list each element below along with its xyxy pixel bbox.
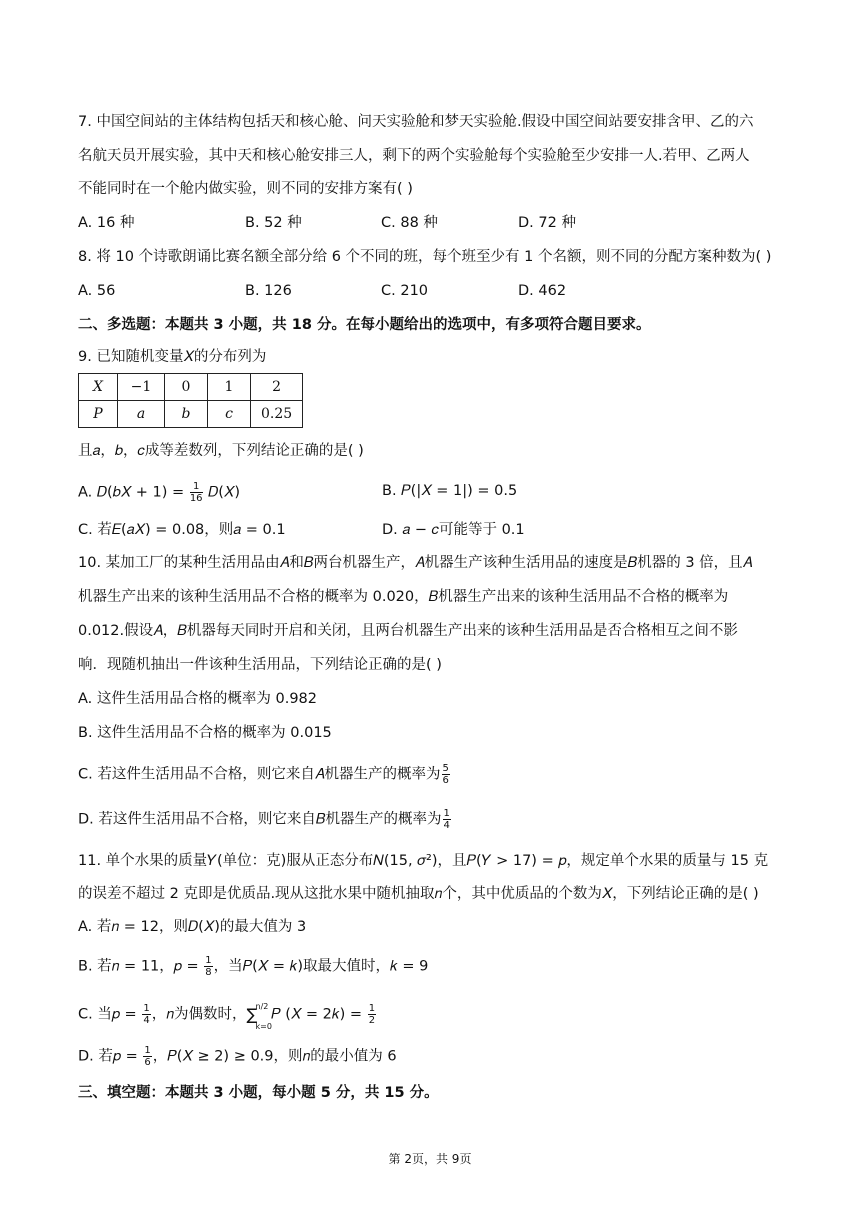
q7-line2: 名航天员开展实验，其中天和核心舱安排三人，剩下的两个实验舱每个实验舱至少安排一人.若甲、乙两人 [78, 148, 750, 164]
section-3-heading: 三、填空题：本题共 3 小题，每小题 5 分，共 15 分。 [78, 1085, 439, 1101]
fraction [142, 1003, 150, 1026]
q7-option-c: C. 88 种 [381, 215, 438, 231]
fraction [442, 763, 450, 786]
q11-option-b [78, 955, 428, 978]
fraction-denominator: 6 [442, 775, 449, 786]
table-row [79, 374, 303, 401]
q10-option-d [78, 808, 452, 831]
q11-line2: 的误差不超过 2 克即是优质品.现从这批水果中随机抽取𝑛个，其中优质品的个数为𝑋，下列结论正确的是( ) [78, 886, 759, 902]
q8-option-a: A. 56 [78, 283, 116, 299]
q10-line4: 响．现随机抽出一件该种生活用品，下列结论正确的是( ) [78, 657, 442, 673]
fraction-denominator: 6 [144, 1057, 151, 1068]
fraction-numerator: 1 [205, 955, 212, 966]
table-cell: X [79, 374, 118, 401]
q8-line1: 8. 将 10 个诗歌朗诵比赛名额全部分给 6 个不同的班，每个班至少有 1 个名额，则不同的分配方案种数为( ) [78, 249, 772, 265]
table-cell: c [208, 401, 251, 428]
q11-option-d [78, 1045, 397, 1068]
q9-line1: 9. 已知随机变量𝑋的分布列为 [78, 349, 267, 365]
q10-line1: 10. 某加工厂的某种生活用品由𝐴和𝐵两台机器生产，𝐴机器生产该种生活用品的速度是𝐵机器的 3 倍，且𝐴 [78, 555, 753, 571]
q11-option-c-prefix: C. 当𝑝 = [78, 1006, 137, 1023]
q7-line3: 不能同时在一个舱内做实验，则不同的安排方案有( ) [78, 181, 413, 197]
q11-option-c [78, 1001, 377, 1031]
q11-option-d-prefix: D. 若𝑝 = [78, 1048, 138, 1065]
fraction [204, 955, 212, 978]
table-cell: 2 [251, 374, 303, 401]
fraction-denominator: 4 [143, 1015, 150, 1026]
page-footer: 第 2页，共 9页 [388, 1152, 472, 1166]
q10-line3: 0.012.假设𝐴，𝐵机器每天同时开启和关闭，且两台机器生产出来的该种生活用品是否合格相互之间不影 [78, 623, 738, 639]
q10-line2: 机器生产出来的该种生活用品不合格的概率为 0.020，𝐵机器生产出来的该种生活用品不合格的概率为 [78, 589, 729, 605]
q9-option-c: C. 若𝐸(𝑎𝑋) = 0.08，则𝑎 = 0.1 [78, 522, 286, 538]
sum-upper-limit: n/2 [255, 1001, 269, 1011]
q9-option-a-prefix: A. 𝐷(𝑏𝑋 + 1) = [78, 484, 185, 501]
q10-option-b: B. 这件生活用品不合格的概率为 0.015 [78, 725, 332, 741]
q8-option-d: D. 462 [518, 283, 567, 299]
q11-option-c-expression: 𝑃 (𝑋 = 2𝑘) = [271, 1006, 363, 1023]
q11-line1: 11. 单个水果的质量𝑌(单位：克)服从正态分布𝑁(15, 𝜎²)，且𝑃(𝑌 > 17) = 𝑝，规定单个水果的质量与 15 克 [78, 853, 769, 869]
fraction [190, 481, 203, 504]
sigma-glyph: ∑ [246, 1004, 258, 1024]
q9-option-d: D. 𝑎 − 𝑐可能等于 0.1 [382, 522, 525, 538]
table-cell: 1 [208, 374, 251, 401]
q9-line2: 且𝑎，𝑏，𝑐成等差数列，下列结论正确的是( ) [78, 443, 364, 459]
fraction [443, 808, 451, 831]
q10-option-d-text: D. 若这件生活用品不合格，则它来自𝐵机器生产的概率为 [78, 811, 442, 828]
fraction-numerator: 1 [143, 1003, 150, 1014]
table-cell: 0 [165, 374, 208, 401]
table-cell: 0.25 [251, 401, 303, 428]
fraction-denominator: 4 [443, 820, 450, 831]
sum-lower-limit: k=0 [255, 1021, 272, 1031]
q10-option-a: A. 这件生活用品合格的概率为 0.982 [78, 691, 318, 707]
q10-option-c [78, 763, 451, 786]
q9-option-a [78, 481, 240, 504]
summation-symbol [246, 1001, 272, 1031]
fraction-numerator: 1 [144, 1045, 151, 1056]
q7-option-a: A. 16 种 [78, 215, 135, 231]
q11-option-c-middle: ，𝑛为偶数时， [151, 1006, 247, 1023]
fraction [143, 1045, 151, 1068]
fraction-numerator: 1 [443, 808, 450, 819]
table-row [79, 401, 303, 428]
table-cell: a [118, 401, 165, 428]
section-2-heading: 二、多选题：本题共 3 小题，共 18 分。在每小题给出的选项中，有多项符合题目要求。 [78, 317, 651, 333]
fraction-denominator: 8 [205, 967, 212, 978]
fraction [368, 1003, 376, 1026]
fraction-denominator: 16 [189, 493, 203, 504]
fraction-numerator: 5 [442, 763, 449, 774]
q11-option-a: A. 若𝑛 = 12，则𝐷(𝑋)的最大值为 3 [78, 919, 307, 935]
q11-option-d-suffix: ，𝑃(𝑋 ≥ 2) ≥ 0.9，则𝑛的最小值为 6 [152, 1048, 397, 1065]
table-cell: −1 [118, 374, 165, 401]
fraction-denominator: 2 [368, 1015, 376, 1026]
fraction-numerator: 1 [190, 481, 203, 493]
table-cell: b [165, 401, 208, 428]
q10-option-c-text: C. 若这件生活用品不合格，则它来自𝐴机器生产的概率为 [78, 766, 441, 783]
q11-option-b-prefix: B. 若𝑛 = 11，𝑝 = [78, 958, 199, 975]
q7-option-b: B. 52 种 [245, 215, 302, 231]
q9-option-b: B. 𝑃(|𝑋 = 1|) = 0.5 [382, 483, 518, 499]
q7-option-d: D. 72 种 [518, 215, 576, 231]
distribution-table [78, 373, 303, 428]
table-cell: P [79, 401, 118, 428]
q11-option-b-suffix: ，当𝑃(𝑋 = 𝑘)取最大值时，𝑘 = 9 [213, 958, 429, 975]
q7-line1: 7. 中国空间站的主体结构包括天和核心舱、问天实验舱和梦天实验舱.假设中国空间站要安排含甲、乙的六 [78, 114, 754, 130]
q8-option-b: B. 126 [245, 283, 292, 299]
q9-option-a-suffix: 𝐷(𝑋) [208, 484, 241, 501]
q8-option-c: C. 210 [381, 283, 429, 299]
fraction-numerator: 1 [368, 1003, 376, 1014]
